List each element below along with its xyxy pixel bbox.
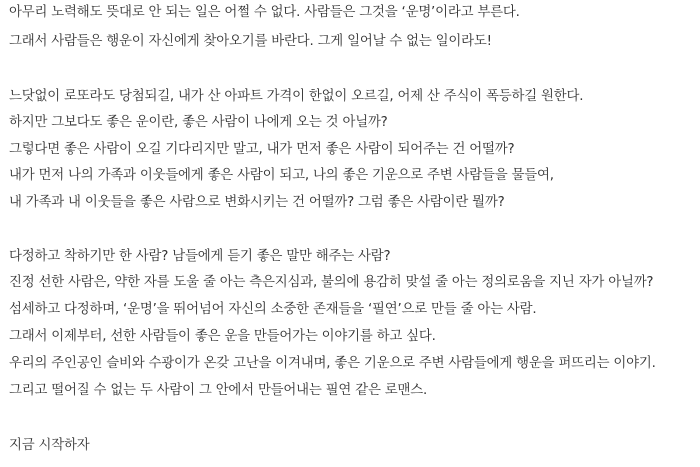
paragraph-3-line-3: 섬세하고 다정하며, ‘운명’을 뛰어넘어 자신의 소중한 존재들을 ‘필연’으로 만들 줄 아는 사람. [9, 302, 537, 317]
paragraph-3-line-5: 우리의 주인공인 슬비와 수광이가 온갖 고난을 이겨내며, 좋은 기운으로 주변 사람들에게 행운을 퍼뜨리는 이야기. [9, 356, 656, 371]
paragraph-2-line-4: 내가 먼저 나의 가족과 이웃들에게 좋은 사람이 되고, 나의 좋은 기운으로 주변 사람들을 물들여, [9, 168, 554, 183]
paragraph-2-line-5: 내 가족과 내 이웃들을 좋은 사람으로 변화시키는 건 어떨까? 그럼 좋은 사람이란 뭘까? [9, 195, 505, 210]
paragraph-3-line-6: 그리고 떨어질 수 없는 두 사람이 그 안에서 만들어내는 필연 같은 로맨스. [9, 383, 428, 398]
paragraph-3-line-2: 진정 선한 사람은, 약한 자를 도울 줄 아는 측은지심과, 불의에 용감히 맞설 줄 아는 정의로움을 지닌 자가 아닐까? [9, 275, 654, 290]
paragraph-4-line-1: 지금 시작하자 [9, 438, 90, 453]
paragraph-3-line-1: 다정하고 착하기만 한 사람? 남들에게 듣기 좋은 말만 해주는 사람? [9, 249, 391, 264]
paragraph-1-line-2: 그래서 사람들은 행운이 자신에게 찾아오기를 바란다. 그게 일어날 수 없는 일이라도! [9, 34, 492, 49]
paragraph-2-line-2: 하지만 그보다도 좋은 운이란, 좋은 사람이 나에게 오는 것 아닐까? [9, 115, 388, 130]
paragraph-2-line-1: 느닷없이 로또라도 당첨되길, 내가 산 아파트 가격이 한없이 오르길, 어제 산 주식이 폭등하길 원한다. [9, 89, 584, 104]
paragraph-3-line-4: 그래서 이제부터, 선한 사람들이 좋은 운을 만들어가는 이야기를 하고 싶다. [9, 329, 436, 344]
paragraph-2-line-3: 그렇다면 좋은 사람이 오길 기다리지만 말고, 내가 먼저 좋은 사람이 되어주는 건 어떨까? [9, 142, 515, 157]
paragraph-1-line-1: 아무리 노력해도 뜻대로 안 되는 일은 어쩔 수 없다. 사람들은 그것을 ‘운명’이라고 부른다. [9, 5, 520, 20]
